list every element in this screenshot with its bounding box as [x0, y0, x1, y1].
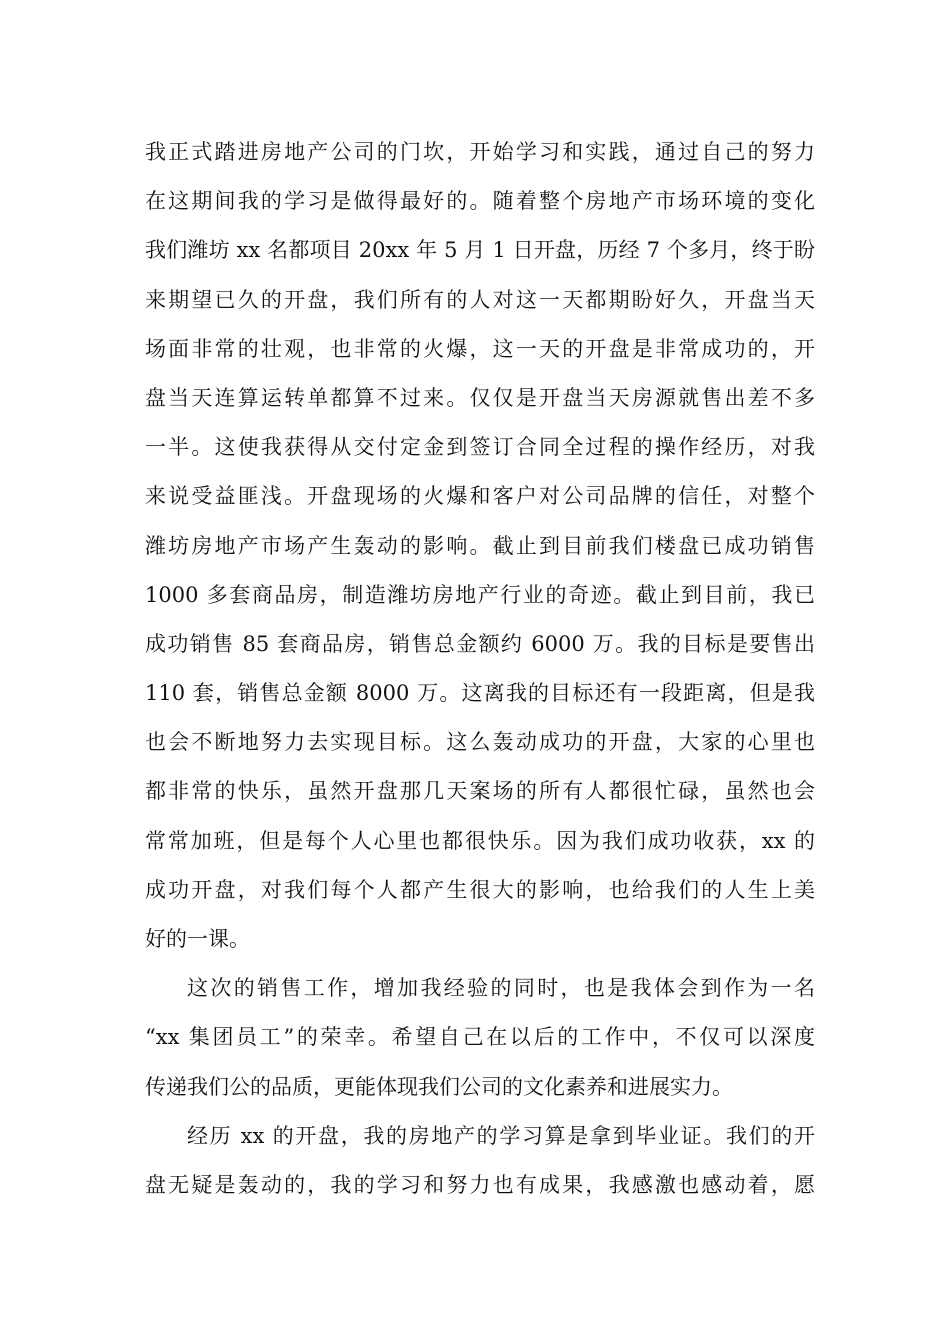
text-line: 110 套，销售总金额 8000 万。这离我的目标还有一段距离，但是我 — [145, 681, 815, 706]
paragraph-3 — [145, 1112, 815, 1210]
text-line: 1000 多套商品房，制造潍坊房地产行业的奇迹。截止到目前，我已 — [145, 582, 815, 607]
text-line: 成功销售 85 套商品房，销售总金额约 6000 万。我的目标是要售出 — [145, 631, 815, 656]
text-line: “xx 集团员工”的荣幸。希望自己在以后的工作中，不仅可以深度 — [145, 1025, 815, 1050]
text-line: 在这期间我的学习是做得最好的。随着整个房地产市场环境的变化 — [145, 189, 815, 214]
text-line: 成功开盘，对我们每个人都产生很大的影响，也给我们的人生上美 — [145, 877, 815, 902]
document-body — [145, 128, 815, 1210]
text-line: 我正式踏进房地产公司的门坎，开始学习和实践，通过自己的努力 — [145, 140, 815, 164]
text-line: 都非常的快乐，虽然开盘那几天案场的所有人都很忙碌，虽然也会 — [145, 779, 815, 804]
text-line: 来期望已久的开盘，我们所有的人对这一天都期盼好久，开盘当天 — [145, 287, 815, 312]
text-line: 我们潍坊 xx 名都项目 20xx 年 5 月 1 日开盘，历经 7 个多月，终于盼 — [145, 238, 815, 263]
text-line: 好的一课。 — [145, 927, 250, 951]
text-line: 一半。这使我获得从交付定金到签订合同全过程的操作经历，对我 — [145, 435, 815, 460]
text-line: 盘当天连算运转单都算不过来。仅仅是开盘当天房源就售出差不多 — [145, 385, 815, 410]
text-line: 盘无疑是轰动的，我的学习和努力也有成果，我感激也感动着，愿 — [145, 1172, 815, 1197]
text-line: 也会不断地努力去实现目标。这么轰动成功的开盘，大家的心里也 — [145, 730, 815, 755]
text-line: 经历 xx 的开盘，我的房地产的学习算是拿到毕业证。我们的开 — [187, 1123, 815, 1148]
text-line: 潍坊房地产市场产生轰动的影响。截止到目前我们楼盘已成功销售 — [145, 533, 815, 558]
text-line: 场面非常的壮观，也非常的火爆，这一天的开盘是非常成功的，开 — [145, 336, 815, 361]
paragraph-1 — [145, 128, 815, 964]
text-line: 来说受益匪浅。开盘现场的火爆和客户对公司品牌的信任，对整个 — [145, 484, 815, 509]
text-line: 常常加班，但是每个人心里也都很快乐。因为我们成功收获，xx 的 — [145, 828, 815, 853]
text-line: 传递我们公的品质，更能体现我们公司的文化素养和进展实力。 — [145, 1074, 733, 1099]
paragraph-2 — [145, 964, 815, 1112]
text-line: 这次的销售工作，增加我经验的同时，也是我体会到作为一名 — [187, 976, 815, 1001]
